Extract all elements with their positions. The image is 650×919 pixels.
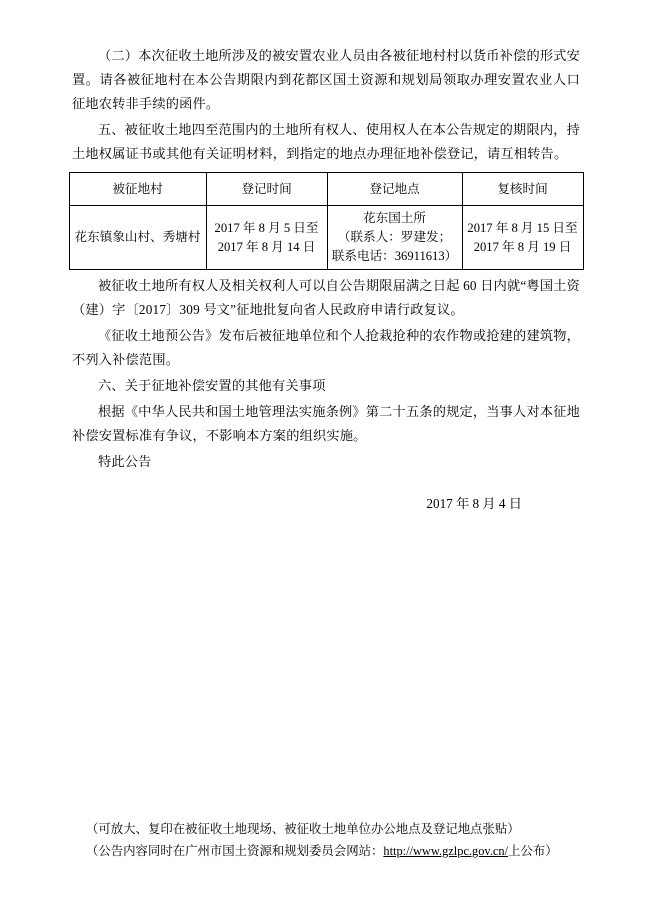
footer-note-website — [72, 840, 592, 862]
table-header-register-place: 登记地点 — [327, 173, 462, 206]
paragraph-no-compensation: 《征收土地预公告》发布后被征地单位和个人抢栽抢种的农作物或抢建的建筑物，不列入补偿范围。 — [72, 328, 580, 367]
cell-register-place — [327, 206, 462, 270]
cell-register-place-line-3: 联系电话：36911613） — [331, 249, 458, 263]
footer-note-posting: （可放大、复印在被征收土地现场、被征收土地单位办公地点及登记地点张贴） — [86, 822, 520, 836]
cell-register-time-line-2: 2017 年 8 月 14 日 — [217, 239, 316, 254]
table-header-review-time: 复核时间 — [462, 173, 583, 206]
paragraph-review-request: 被征收土地所有权人及相关权利人可以自公告期限届满之日起 60 日内就“粤国土资（建）字〔2017〕309 号文”征地批复向省人民政府申请行政复议。 — [72, 278, 580, 317]
cell-register-time-line-1: 2017 年 8 月 5 日至 — [214, 220, 319, 235]
footer-website-suffix: 上公布） — [508, 844, 558, 858]
table-row — [69, 206, 583, 270]
footer-website-prefix: （公告内容同时在广州市国土资源和规划委员会网站： — [86, 844, 384, 858]
table-header-row — [69, 173, 583, 206]
table-header-register-time: 登记时间 — [206, 173, 327, 206]
paragraph-regulation: 根据《中华人民共和国土地管理法实施条例》第二十五条的规定，当事人对本征地补偿安置标准有争议，不影响本方案的组织实施。 — [72, 404, 580, 443]
announcement-date: 2017 年 8 月 4 日 — [426, 496, 522, 511]
registration-table-wrapper — [72, 172, 580, 270]
cell-register-time — [206, 206, 327, 270]
document-footer — [72, 818, 592, 862]
table-header-village: 被征地村 — [69, 173, 206, 206]
registration-table — [69, 172, 584, 270]
paragraph-announcement-close: 特此公告 — [98, 454, 152, 469]
cell-review-time-line-1: 2017 年 8 月 15 日至 — [467, 220, 578, 235]
cell-review-time — [462, 206, 583, 270]
cell-village: 花东镇象山村、秀塘村 — [69, 206, 206, 270]
paragraph-item-2: （二）本次征收土地所涉及的被安置农业人员由各被征地村村以货币补偿的形式安置。请各被征地村在本公告期限内到花都区国土资源和规划局领取办理安置农业人口征地农转非手续的函件。 — [72, 48, 580, 111]
paragraph-item-6: 六、关于征地补偿安置的其他有关事项 — [98, 378, 326, 393]
cell-register-place-line-2: （联系人：罗建发； — [337, 230, 452, 244]
cell-review-time-line-2: 2017 年 8 月 19 日 — [473, 239, 572, 254]
cell-register-place-line-1: 花东国土所 — [363, 211, 426, 225]
footer-website-link[interactable]: http://www.gzlpc.gov.cn/ — [383, 844, 509, 858]
paragraph-item-5: 五、被征收土地四至范围内的土地所有权人、使用权人在本公告规定的期限内，持土地权属证书或其他有关证明材料，到指定的地点办理征地补偿登记，请互相转告。 — [72, 122, 580, 161]
document-body — [72, 44, 580, 516]
